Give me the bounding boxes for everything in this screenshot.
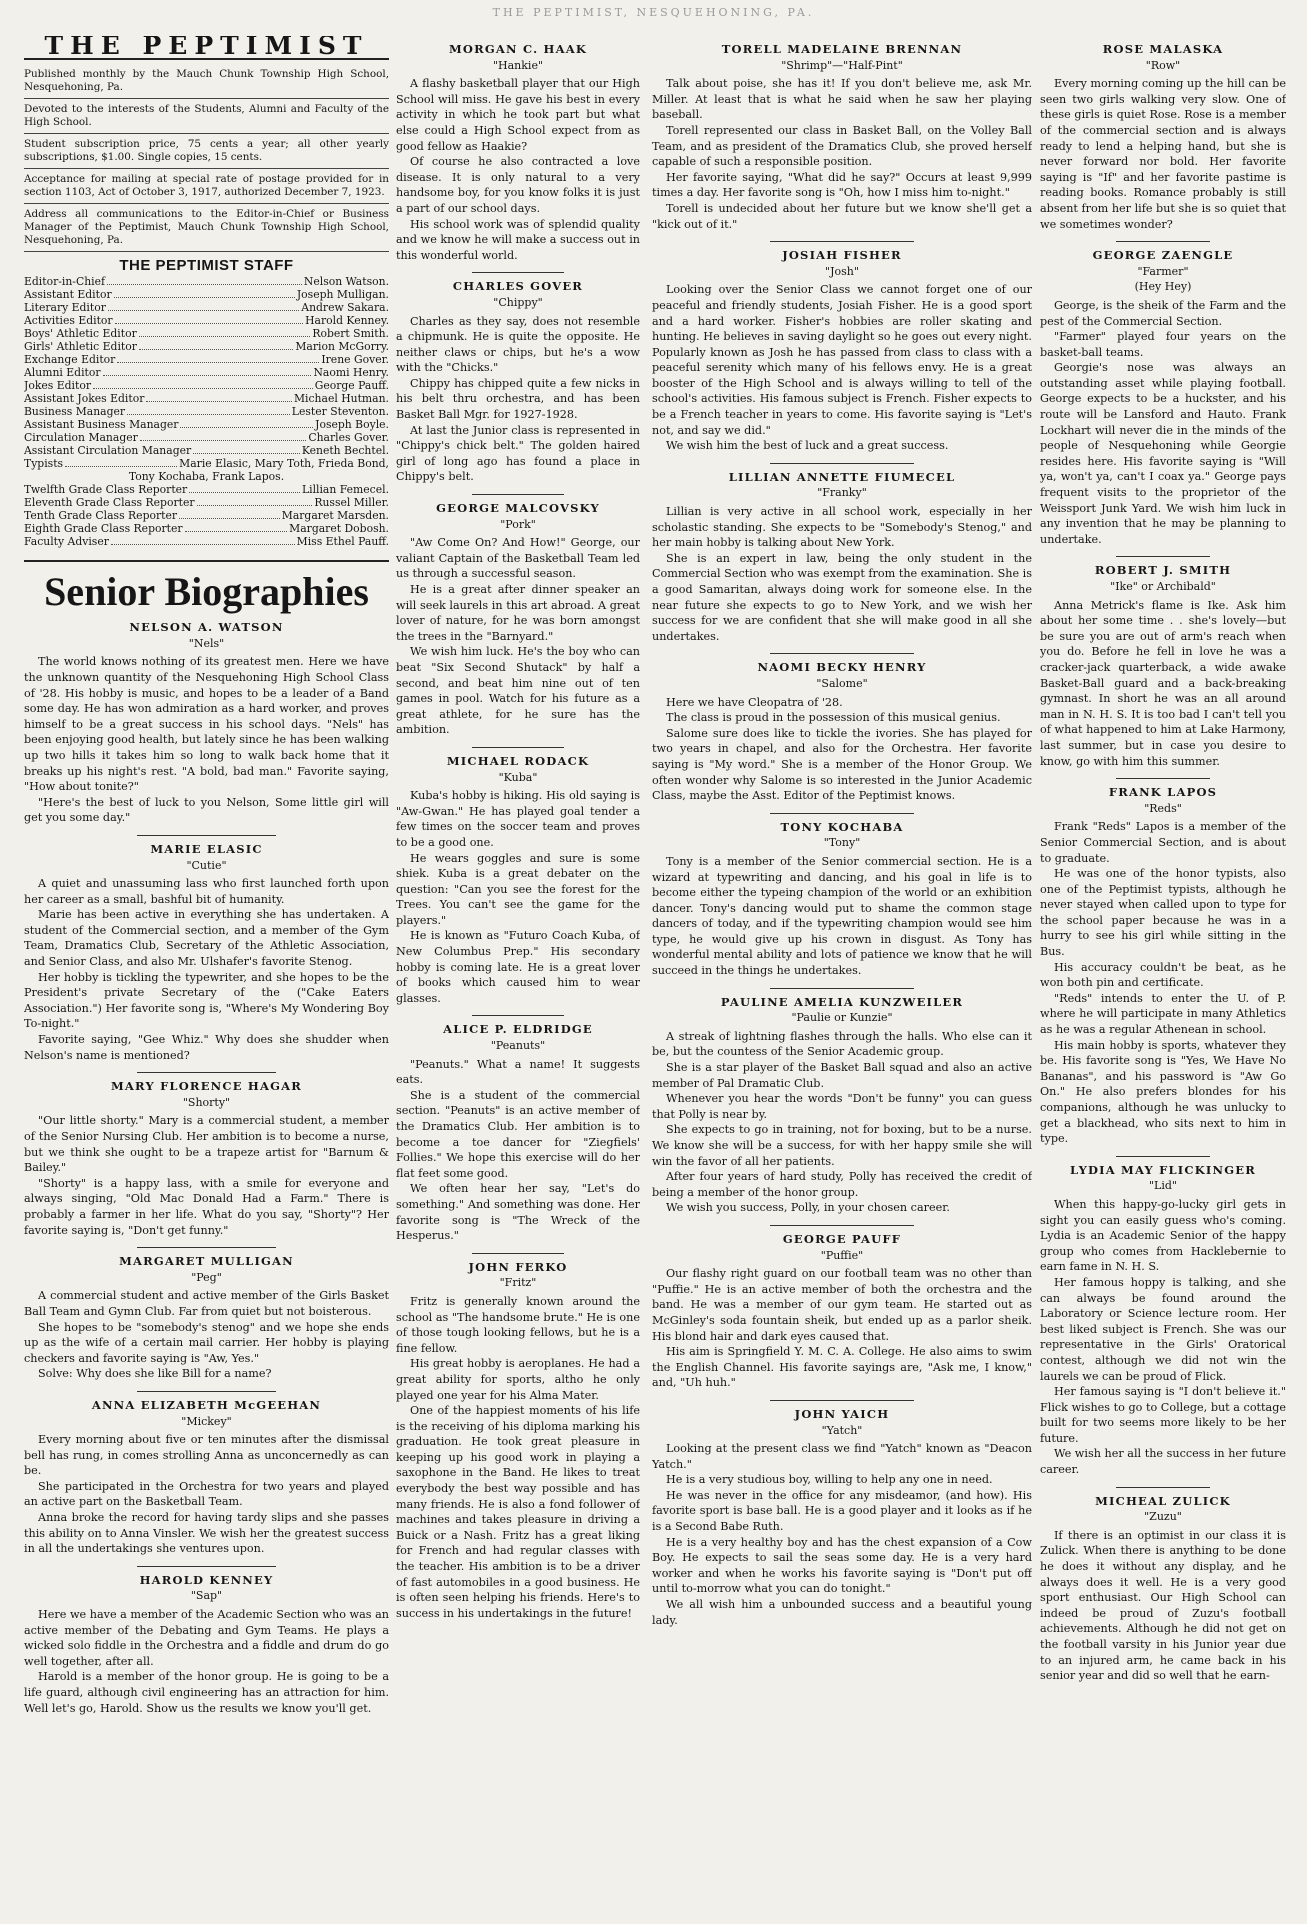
- bio-divider: [1116, 1156, 1209, 1157]
- bio-entry: [652, 248, 1032, 454]
- staff-role: Business Manager: [24, 405, 126, 419]
- staff-row: [24, 366, 389, 379]
- bio-paragraph: Frank "Reds" Lapos is a member of the Senior Commercial Section, and is about to graduate.: [1040, 820, 1286, 865]
- bio-name: CHARLES GOVER: [452, 279, 584, 294]
- staff-leader: [139, 327, 311, 337]
- masthead-note: Student subscription price, 75 cents a year; all other yearly subscriptions, $1.00. Single copies, 15 cents.: [24, 134, 389, 169]
- staff-row: [24, 509, 389, 522]
- bio-paragraph: Of course he also contracted a love disease. It is only natural to a very handsome boy, for you know folks it is just a part of our school days.: [396, 155, 640, 215]
- bio-paragraph: Our flashy right guard on our football team was no other than "Puffie." He is an active member of both the orchestra and the band. He was a member of our gym team. He started out as McGinley's soda fountain sheik, but ended up as a parlor sheik. His blond hair and dark eyes caused that.: [652, 1267, 1032, 1343]
- bio-paragraph: Salome sure does like to tickle the ivories. She has played for two years in chapel, and also for the Orchestra. Her favorite saying is "My word." She is a member of the Honor Group. We often wonder why Salome is so interested in the Junior Academic Class, maybe the Asst. Editor of the Peptimist knows.: [652, 726, 1032, 803]
- bio-paragraph: We wish him luck. He's the boy who can beat "Six Second Shutack" by half a second, and beat him nine out of ten games in pool. Watch for his future as a great athlete, for he sure has the ambition.: [396, 645, 640, 737]
- bio-nickname: "Salome": [816, 676, 868, 690]
- bio-paragraph: He is known as "Futuro Coach Kuba, of New Columbus Prep." His secondary hobby is coming late. He is a great lover of books which caused him to wear glasses.: [396, 929, 640, 1005]
- bio-paragraph: Harold is a member of the honor group. He is going to be a life guard, although civil engineering has an attraction for him. Well let's go, Harold. Show us the results we know you'll get.: [24, 1670, 389, 1715]
- bio-name: NAOMI BECKY HENRY: [757, 660, 927, 675]
- bio-divider: [770, 1400, 914, 1401]
- bio-name: MORGAN C. HAAK: [448, 42, 588, 56]
- staff-row: [24, 353, 389, 366]
- bio-name: ALICE P. ELDRIDGE: [443, 1022, 593, 1037]
- bio-paragraph: If there is an optimist in our class it is Zulick. When there is anything to be done he does it without any display, and he always does it well. He is a very good sport enthusiast. Our High School can indeed be proud of Zuzu's football achievements. Although he did not get on the football varsity in his Junior year due to an injured arm, he came back in his senior year and did so well that he earn-: [1040, 1528, 1286, 1683]
- bio-paragraph: Favorite saying, "Gee Whiz." Why does she shudder when Nelson's name is mentioned?: [24, 1033, 389, 1062]
- bio-nickname: "Zuzu": [1144, 1510, 1182, 1524]
- bio-nickname: "Sap": [190, 1589, 223, 1603]
- bio-nickname: "Peg": [191, 1270, 222, 1284]
- bio-paragraph: "Here's the best of luck to you Nelson, Some little girl will get you some day.": [24, 795, 389, 825]
- bio-divider: [770, 813, 914, 814]
- bio-divider: [137, 1247, 276, 1248]
- staff-role: Twelfth Grade Class Reporter: [24, 483, 188, 497]
- bio-nickname: "Reds": [1144, 801, 1182, 815]
- bio-paragraph: Her hobby is tickling the typewriter, and she hopes to be the President's private Secretary of the ("Cake Eaters Association.") Her favorite song is, "Where's My Wondering Boy To-night.": [24, 970, 389, 1031]
- bio-name: MARY FLORENCE HAGAR: [111, 1079, 302, 1094]
- bio-divider: [770, 988, 914, 989]
- bio-divider: [1116, 1487, 1209, 1488]
- bio-paragraph: Lillian is very active in all school work, especially in her scholastic standing. She expects to be "Somebody's Stenog," and her main hobby is talking about New York.: [652, 505, 1032, 550]
- bio-paragraph: Her famous saying is "I don't believe it." Flick wishes to go to College, but a cottage built for two seems more likely to be her future.: [1040, 1385, 1286, 1445]
- bio-paragraph: Tony is a member of the Senior commercial section. He is a wizard at typewriting and dancing, and his goal in life is to become either the typeing champion of the world or an exhibition dancer. Tony's dancing would put to shame the common stage dancers of today, and if the typewriting champion would see him type, he would give up his crown in disgust. As Tony has wonderful mental ability and lots of patience we know that he will succeed in the things he undertakes.: [652, 854, 1032, 978]
- staff-role: Alumni Editor: [24, 366, 101, 380]
- bio-paragraph: The class is proud in the possession of this musical genius.: [666, 711, 1001, 725]
- staff-row: [24, 288, 389, 301]
- column-3: [652, 36, 1032, 1916]
- bio-nickname: "Peanuts": [490, 1039, 546, 1053]
- staff-role: Boys' Athletic Editor: [24, 327, 137, 341]
- bio-divider: [472, 747, 565, 748]
- bio-paragraph: One of the happiest moments of his life is the receiving of his diploma marking his graduation. He took great pleasure in keeping up his good work in playing a saxophone in the Band. He likes to treat everybody the best way possible and has many friends. He is also a fond follower of machines and takes pleasure in driving a Buick or a Nash. Fritz has a great liking for French and had regular classes with the teacher. His ambition is to be a driver of fast automobiles in a good business. He is often seen helping his friends. Here's to success in his undertakings in the future!: [396, 1404, 640, 1620]
- bio-nickname: "Josh": [825, 264, 859, 278]
- staff-name: Robert Smith.: [312, 327, 389, 341]
- column-1: [24, 36, 389, 1916]
- bio-name: GEORGE ZAENGLE: [1092, 248, 1234, 263]
- staff-role: Assistant Jokes Editor: [24, 392, 145, 406]
- bio-nickname: "Puffie": [820, 1248, 864, 1262]
- staff-row: [24, 535, 389, 548]
- bio-entry: [652, 470, 1032, 645]
- bio-nickname: "Fritz": [499, 1276, 537, 1290]
- staff-leader: [93, 379, 313, 389]
- staff-name: Harold Kenney.: [305, 314, 389, 328]
- staff-typists-continued: Tony Kochaba, Frank Lapos.: [128, 470, 285, 484]
- bio-paragraph: She participated in the Orchestra for two years and played an active part on the Basketball Team.: [24, 1479, 389, 1509]
- bio-paragraph: Torell represented our class in Basket Ball, on the Volley Ball Team, and as president of the Dramatics Club, she proved herself capable of such a responsible position.: [652, 123, 1032, 169]
- bio-entry: [24, 1573, 389, 1716]
- bio-paragraph: "Reds" intends to enter the U. of P. where he will participate in many Athletics as he was a regular Athenean in school.: [1040, 991, 1286, 1037]
- staff-row: [24, 301, 389, 314]
- bio-divider: [1116, 241, 1209, 242]
- staff-name: Keneth Bechtel.: [301, 444, 389, 458]
- staff-role: Girls' Athletic Editor: [24, 340, 137, 354]
- staff-row: [24, 457, 389, 470]
- staff-leader: [139, 340, 293, 350]
- bio-entry: [396, 279, 640, 485]
- bio-nickname: "Chippy": [493, 295, 543, 309]
- bio-paragraph: A streak of lightning flashes through the halls. Who else can it be, but the countess of the Senior Academic group.: [652, 1029, 1032, 1059]
- bio-paragraph: George, is the sheik of the Farm and the pest of the Commercial Section.: [1040, 298, 1286, 328]
- staff-row: [24, 275, 389, 288]
- bio-divider: [770, 463, 914, 464]
- bio-nickname: "Ike" or Archibald": [1110, 580, 1216, 593]
- bio-paragraph: "Peanuts." What a name! It suggests eats.: [396, 1057, 640, 1087]
- bio-paragraph: Fritz is generally known around the school as "The handsome brute." He is one of those tough looking fellows, but he is a fine fellow.: [396, 1294, 640, 1355]
- bio-paragraph: He wears goggles and sure is some shiek. Kuba is a great debater on the question: "Can you see the forest for the Trees. You can't see the game for the players.": [396, 851, 640, 927]
- running-head: THE PEPTIMIST, NESQUEHONING, PA.: [492, 6, 815, 19]
- staff-leader: [193, 444, 300, 454]
- bio-paragraph: Anna broke the record for having tardy slips and she passes this ability on to Anna Vinsler. We wish her the greatest success in all the undertakings she ventures upon.: [24, 1511, 389, 1556]
- bio-divider: [472, 272, 565, 273]
- staff-leader: [117, 353, 319, 363]
- bio-entry: [1040, 42, 1286, 232]
- staff-row: [24, 522, 389, 535]
- bio-paragraph: A commercial student and active member of the Girls Basket Ball Team and Gymn Club. Far from quiet but not boisterous.: [24, 1289, 389, 1318]
- bio-paragraph: Georgie's nose was always an outstanding asset while playing football. George expects to be a huckster, and his route will be Lansford and Hauto. Frank Lockhart will never die in the minds of the people of Nesquehoning while Georgie resides here. His favorite saying is "Will ya, won't ya, can't I coax ya." George pays frequent visits to the proprietor of the Weissport Junk Yard. We wish him luck in any invention that he may be planning to undertake.: [1040, 361, 1286, 546]
- staff-row: [24, 314, 389, 327]
- bio-divider: [1116, 556, 1209, 557]
- bio-entry: [652, 1407, 1032, 1628]
- bio-entry: [1040, 1494, 1286, 1684]
- bio-paragraph: Anna Metrick's flame is Ike. Ask him about her some time . . she's lovely—but be sure you are out of arm's reach when you do. Before he fell in love he was a cracker-jack quarterback, a wide awake Basket-Ball guard and a back-breaking gymnast. In short he was an all around man in N. H. S. It is too bad I can't tell you of what happened to him at Lake Harmony, last summer, but in case you desire to know, go with him this summer.: [1040, 598, 1286, 768]
- bio-name: GEORGE MALCOVSKY: [436, 501, 600, 516]
- bio-paragraph: He is a great after dinner speaker an will seek laurels in this art abroad. A great lover of nature, for he was born amongst the trees in the "Barnyard.": [396, 583, 640, 643]
- bio-nickname: "Farmer" (Hey Hey): [1134, 264, 1192, 294]
- bio-paragraph: She expects to go in training, not for boxing, but to be a nurse. We know she will be a success, for with her happy smile she will win the favor of all her patients.: [652, 1123, 1032, 1168]
- bio-entry: [396, 501, 640, 738]
- bio-paragraph: "Our little shorty." Mary is a commercial student, a member of the Senior Nursing Club. Her ambition is to become a nurse, but we think she ought to be a trapeze artist for "Barnum & Bailey.": [24, 1114, 389, 1175]
- masthead-note: Devoted to the interests of the Students, Alumni and Faculty of the High School.: [24, 99, 389, 134]
- bio-entry: [24, 842, 389, 1063]
- section-title: Senior Biographies: [24, 560, 389, 614]
- staff-leader: [140, 431, 307, 441]
- bio-entry: [396, 1022, 640, 1243]
- bio-paragraph: Charles as they say, does not resemble a chipmunk. He is quite the opposite. He neither claws or chips, but he's a wow with the "Chicks.": [396, 314, 640, 375]
- staff-name: Margaret Dobosh.: [289, 522, 389, 536]
- bio-paragraph: "Farmer" played four years on the basket-ball teams.: [1040, 330, 1286, 359]
- bio-name: HAROLD KENNEY: [139, 1572, 274, 1587]
- bio-paragraph: "Shorty" is a happy lass, with a smile for everyone and always singing, "Old Mac Donald Had a Farm." There is probably a farmer in her life. What do you say, "Shorty"? Her favorite saying is, "Don't get funny.": [24, 1176, 389, 1237]
- bio-name: JOHN FERKO: [468, 1259, 568, 1274]
- bio-entry: [652, 42, 1032, 232]
- bio-entry: [1040, 1163, 1286, 1478]
- bio-paragraph: The world knows nothing of its greatest men. Here we have the unknown quantity of the Nesquehoning High School Class of '28. His hobby is music, and hopes to be a leader of a Band some day. He has won admiration as a hard worker, and proves himself to be a great success in his school days. "Nels" has been enjoying good health, but lately since he has been walking up two hills it takes him so long to walk back home that it breaks up his night's rest. "A bold, bad man." Favorite saying, "How about tonite?": [24, 655, 389, 794]
- staff-name: Irene Gover.: [321, 353, 389, 367]
- column-4: [1040, 36, 1286, 1916]
- staff-leader: [107, 275, 302, 285]
- staff-leader: [111, 535, 295, 545]
- bio-name: FRANK LAPOS: [1108, 785, 1218, 800]
- bio-name: LILLIAN ANNETTE FIUMECEL: [728, 469, 956, 484]
- bio-name: MICHEAL ZULICK: [1095, 1493, 1231, 1508]
- bio-paragraph: He was never in the office for any misdeamor, (and how). His favorite sport is base ball. He is a good player and it looks as if he is a Second Babe Ruth.: [652, 1488, 1032, 1534]
- bio-divider: [137, 835, 276, 836]
- bio-entry: [652, 820, 1032, 979]
- bio-paragraph: "Aw Come On? And How!" George, our valiant Captain of the Basketball Team led us through a successful season.: [396, 536, 640, 581]
- staff-name: Lester Steventon.: [291, 405, 389, 419]
- bio-divider: [472, 1253, 565, 1254]
- bio-paragraph: Looking at the present class we find "Yatch" known as "Deacon Yatch.": [652, 1442, 1032, 1471]
- staff-leader: [180, 418, 313, 428]
- bio-entry: [24, 620, 389, 826]
- bio-list-col-3: [652, 42, 1032, 1628]
- bio-paragraph: His school work was of splendid quality and we know he will make a success out in this wonderful world.: [396, 217, 640, 262]
- bio-paragraph: He is a very healthy boy and has the chest expansion of a Cow Boy. He expects to sail the seas some day. He is a very hard worker and when he works his favorite saying is "Don't put off until to-morrow what you can do tonight.": [652, 1535, 1032, 1596]
- bio-paragraph: Every morning coming up the hill can be seen two girls walking very slow. One of these girls is quiet Rose. Rose is a member of the commercial section and is always ready to lend a helping hand, but she is never forward nor bold. Her favorite saying is "If" and her favorite pastime is reading books. Romance probably is still absent from her life but she is so quiet that we sometimes wonder?: [1040, 77, 1286, 231]
- masthead-note: Address all communications to the Editor-in-Chief or Business Manager of the Peptimist, Mauch Chunk Township High School, Nesquehoning, Pa.: [24, 204, 389, 252]
- staff-leader: [65, 457, 177, 467]
- staff-role: Faculty Adviser: [24, 535, 109, 549]
- bio-paragraph: Marie has been active in everything she has undertaken. A student of the Commercial section, and a member of the Gym Team, Dramatics Club, Secretary of the Athletic Association, and Senior Class, and also Mr. Ulshafer's favorite Stenog.: [24, 908, 389, 969]
- bio-name: ROBERT J. SMITH: [1094, 563, 1232, 578]
- bio-paragraph: His aim is Springfield Y. M. C. A. College. He also aims to swim the English Channel. His favorite sayings are, "Ask me, I know," and, "Uh huh.": [652, 1345, 1032, 1390]
- staff-role: Eleventh Grade Class Reporter: [24, 496, 195, 510]
- staff-role: Editor-in-Chief: [24, 275, 106, 289]
- bio-nickname: "Cutie": [186, 858, 227, 872]
- staff-name: Marie Elasic, Mary Toth, Frieda Bond,: [179, 457, 389, 471]
- bio-paragraph: We wish her all the success in her future career.: [1040, 1447, 1286, 1477]
- bio-paragraph: We all wish him a unbounded success and a beautiful young lady.: [652, 1598, 1032, 1627]
- bio-paragraph: He is a very studious boy, willing to help any one in need.: [666, 1473, 993, 1487]
- staff-leader: [114, 288, 295, 298]
- bio-entry: [1040, 785, 1286, 1147]
- bio-divider: [137, 1072, 276, 1073]
- bio-entry: [24, 1079, 389, 1238]
- bio-entry: [396, 42, 640, 263]
- bio-entry: [24, 1254, 389, 1382]
- bio-divider: [137, 1566, 276, 1567]
- staff-row: [24, 444, 389, 457]
- bio-paragraph: At last the Junior class is represented in "Chippy's chick belt." The golden haired girl of long ago has found a place in Chippy's belt.: [396, 423, 640, 484]
- masthead-notes: [24, 64, 389, 252]
- staff-name: Russel Miller.: [314, 496, 389, 510]
- staff-leader: [103, 366, 312, 376]
- bio-name: JOSIAH FISHER: [782, 248, 902, 263]
- staff-role: Literary Editor: [24, 301, 106, 315]
- bio-paragraph: She is a star player of the Basket Ball squad and also an active member of Pal Dramatic Club.: [652, 1061, 1032, 1090]
- bio-divider: [770, 241, 914, 242]
- bio-paragraph: She hopes to be "somebody's stenog" and we hope she ends up as the wife of a certain mail carrier. Her hobby is playing checkers and favorite saying is "Aw, Yes.": [24, 1320, 389, 1365]
- bio-name: MARGARET MULLIGAN: [119, 1254, 294, 1269]
- staff-title: THE PEPTIMIST STAFF: [119, 256, 294, 274]
- staff-leader: [108, 301, 299, 311]
- staff-leader: [189, 483, 300, 493]
- bio-name: ANNA ELIZABETH McGEEHAN: [91, 1397, 322, 1412]
- staff-leader: [127, 405, 290, 415]
- staff-leader: [197, 496, 313, 506]
- bio-divider: [137, 1391, 276, 1392]
- staff-name: Andrew Sakara.: [301, 301, 389, 315]
- staff-leader: [185, 522, 288, 532]
- bio-paragraph: Every morning about five or ten minutes after the dismissal bell has rung, in comes strolling Anna as unconcernedly as can be.: [24, 1433, 389, 1478]
- bio-paragraph: Her famous hoppy is talking, and she can always be found around the Laboratory or Science lecture room. Her best liked subject is French. She was our representative in the Girls' Oratorical contest, although we did not win the laurels we can be proud of Flick.: [1040, 1275, 1286, 1383]
- bio-name: MICHAEL RODACK: [446, 753, 590, 768]
- bio-name: TORELL MADELAINE BRENNAN: [721, 42, 963, 56]
- staff-row: [24, 379, 389, 392]
- staff-name: Michael Hutman.: [294, 392, 389, 406]
- bio-paragraph: His great hobby is aeroplanes. He had a great ability for sports, altho he only played one year for his Alma Mater.: [396, 1357, 640, 1402]
- bio-paragraph: Torell is undecided about her future but we know she'll get a "kick out of it.": [652, 201, 1032, 231]
- bio-entry: [396, 1260, 640, 1622]
- bio-name: NELSON A. WATSON: [129, 620, 284, 635]
- bio-paragraph: We wish you success, Polly, in your chosen career.: [666, 1201, 950, 1215]
- bio-name: LYDIA MAY FLICKINGER: [1070, 1162, 1256, 1177]
- bio-paragraph: Chippy has chipped quite a few nicks in his belt thru orchestra, and has been Basket Ball Mgr. for 1927-1928.: [396, 376, 640, 422]
- staff-row: [24, 496, 389, 509]
- staff-leader: [115, 314, 304, 324]
- bio-name: ROSE MALASKA: [1102, 42, 1224, 56]
- staff-name: George Pauff.: [314, 379, 389, 393]
- bio-paragraph: When this happy-go-lucky girl gets in sight you can easily guess who's coming. Lydia is an Academic Senior of the happy group who comes from Hacklebernie to earn fame in N. H. S.: [1040, 1197, 1286, 1274]
- staff-name: Margaret Marsden.: [281, 509, 389, 523]
- bio-entry: [1040, 248, 1286, 547]
- bio-nickname: "Kuba": [498, 770, 538, 784]
- bio-paragraph: She is a student of the commercial section. "Peanuts" is an active member of the Dramatics Club. Her ambition is to become a toe dancer for "Ziegfiels' Follies." We hope this exercise will do her flat feet some good.: [396, 1088, 640, 1180]
- staff-role: Assistant Editor: [24, 288, 112, 302]
- bio-nickname: "Shorty": [182, 1095, 231, 1109]
- bio-name: TONY KOCHABA: [780, 819, 904, 834]
- bio-entry: [652, 1232, 1032, 1391]
- staff-row: [24, 418, 389, 431]
- masthead-note: Published monthly by the Mauch Chunk Township High School, Nesquehoning, Pa.: [24, 64, 389, 99]
- bio-divider: [770, 1225, 914, 1226]
- bio-paragraph: Here we have Cleopatra of '28.: [666, 695, 843, 709]
- bio-nickname: "Nels": [188, 636, 225, 650]
- staff-row: [24, 340, 389, 353]
- staff-role: Assistant Circulation Manager: [24, 444, 192, 458]
- bio-nickname: "Lid": [1149, 1179, 1177, 1193]
- bio-paragraph: She is an expert in law, being the only student in the Commercial Section who was exempt from the examination. She is a good Samaritan, always doing work for someone else. In the near future she expects to go to New York, and we wish her success for we are confident that she will make good in all she undertakes.: [652, 551, 1032, 643]
- bio-divider: [472, 1015, 565, 1016]
- bio-nickname: "Paulie or Kunzie": [791, 1011, 893, 1025]
- bio-nickname: "Mickey": [181, 1414, 232, 1428]
- bio-entry: [1040, 563, 1286, 769]
- bio-paragraph: A flashy basketball player that our High School will miss. He gave his best in every activity in which he took part but what else could a High School expect from as good fellow as Haakie?: [396, 77, 640, 153]
- bio-entry: [396, 754, 640, 1007]
- staff-row: [24, 392, 389, 405]
- bio-entry: [652, 660, 1032, 803]
- bio-name: MARIE ELASIC: [150, 841, 263, 856]
- staff-name: Joseph Boyle.: [315, 418, 389, 432]
- staff-row: [24, 483, 389, 496]
- bio-nickname: "Hankie": [492, 58, 544, 72]
- masthead-note: Acceptance for mailing at special rate of postage provided for in section 1103, Act of October 3, 1917, authorized December 7, 1923.: [24, 169, 389, 204]
- staff-name: Naomi Henry.: [313, 366, 389, 380]
- staff-row: [24, 327, 389, 340]
- bio-paragraph: Solve: Why does she like Bill for a name?: [38, 1367, 272, 1381]
- bio-paragraph: Kuba's hobby is hiking. His old saying is "Aw-Gwan." He has played goal tender a few times on the soccer team and proves to be a good one.: [396, 789, 640, 849]
- staff-row: [24, 431, 389, 444]
- bio-list-col-1: [24, 620, 389, 1716]
- staff-name: Miss Ethel Pauff.: [296, 535, 389, 549]
- column-2: [396, 36, 640, 1916]
- staff-leader: [146, 392, 292, 402]
- bio-divider: [770, 653, 914, 654]
- bio-paragraph: His main hobby is sports, whatever they be. His favorite song is "Yes, We Have No Bananas", and his password is "Aw Go On." He also prefers blondes for his companions, although he was unlucky to get a blackhead, who sits next to him in type.: [1040, 1038, 1286, 1146]
- bio-divider: [1116, 778, 1209, 779]
- staff-role: Circulation Manager: [24, 431, 138, 445]
- bio-paragraph: After four years of hard study, Polly has received the credit of being a member of the honor group.: [652, 1170, 1032, 1199]
- staff-row: [24, 405, 389, 418]
- bio-name: JOHN YAICH: [794, 1406, 890, 1421]
- staff-role: Tenth Grade Class Reporter: [24, 509, 178, 523]
- staff-name: Joseph Mulligan.: [296, 288, 389, 302]
- staff-role: Eighth Grade Class Reporter: [24, 522, 183, 536]
- bio-name: GEORGE PAUFF: [782, 1231, 902, 1246]
- bio-paragraph: He was one of the honor typists, also one of the Peptimist typists, although he never stayed when called upon to type for the school paper because he was in a hurry to see his girl while sitting in the Bus.: [1040, 867, 1286, 959]
- staff-role: Typists: [24, 457, 64, 471]
- bio-paragraph: His accuracy couldn't be beat, as he won both pin and certificate.: [1040, 960, 1286, 990]
- bio-nickname: "Tony": [823, 836, 861, 850]
- bio-nickname: "Row": [1145, 58, 1181, 72]
- masthead-title: THE PEPTIMIST: [24, 36, 389, 60]
- bio-nickname: "Shrimp"—"Half-Pint": [781, 58, 903, 72]
- bio-paragraph: Looking over the Senior Class we cannot forget one of our peaceful and friendly students, Josiah Fisher. He is a good sport and a hard worker. Fisher's hobbies are roller skating and hunting. He believes in saving daylight so he goes out every night. Popularly known as Josh he has passed from class to class with a peaceful serenity which many of his fellows envy. He is a great booster of the High School and is always willing to tell of the school's activities. His famous subject is French. Fisher expects to be a French teacher in years to come. His favorite saying is "Let's not, and say we did.": [652, 283, 1032, 437]
- bio-nickname: "Pork": [500, 517, 536, 531]
- staff-list: [24, 275, 389, 548]
- bio-list-col-4: [1040, 42, 1286, 1684]
- bio-nickname: "Yatch": [821, 1423, 863, 1437]
- staff-role: Activities Editor: [24, 314, 113, 328]
- bio-paragraph: Whenever you hear the words "Don't be funny" you can guess that Polly is near by.: [652, 1092, 1032, 1121]
- bio-name: PAULINE AMELIA KUNZWEILER: [720, 994, 964, 1009]
- bio-entry: [24, 1398, 389, 1557]
- staff-role: Exchange Editor: [24, 353, 116, 367]
- bio-list-col-2: [396, 42, 640, 1621]
- staff-role: Assistant Business Manager: [24, 418, 179, 432]
- staff-name: Marion McGorry.: [295, 340, 389, 354]
- bio-paragraph: We often hear her say, "Let's do something." And something was done. Her favorite song is "The Wreck of the Hesperus.": [396, 1182, 640, 1243]
- bio-paragraph: Talk about poise, she has it! If you don't believe me, ask Mr. Miller. At least that is what he said when he saw her playing baseball.: [652, 77, 1032, 122]
- bio-divider: [472, 494, 565, 495]
- staff-leader: [179, 509, 280, 519]
- staff-name: Lillian Femecel.: [301, 483, 389, 497]
- bio-paragraph: A quiet and unassuming lass who first launched forth upon her career as a small, bashful bit of humanity.: [24, 877, 389, 906]
- staff-name: Charles Gover.: [308, 431, 389, 445]
- bio-nickname: "Franky": [817, 486, 867, 500]
- bio-paragraph: Here we have a member of the Academic Section who was an active member of the Debating and Gym Teams. He plays a wicked solo fiddle in the Orchestra and a fiddle and drum do go well together, after all.: [24, 1608, 389, 1668]
- bio-entry: [652, 995, 1032, 1216]
- bio-paragraph: Her favorite saying, "What did he say?" Occurs at least 9,999 times a day. Her favorite song is "Oh, how I miss him to-night.": [652, 170, 1032, 200]
- bio-paragraph: We wish him the best of luck and a great success.: [666, 439, 949, 453]
- staff-name: Nelson Watson.: [303, 275, 389, 289]
- staff-role: Jokes Editor: [24, 379, 91, 393]
